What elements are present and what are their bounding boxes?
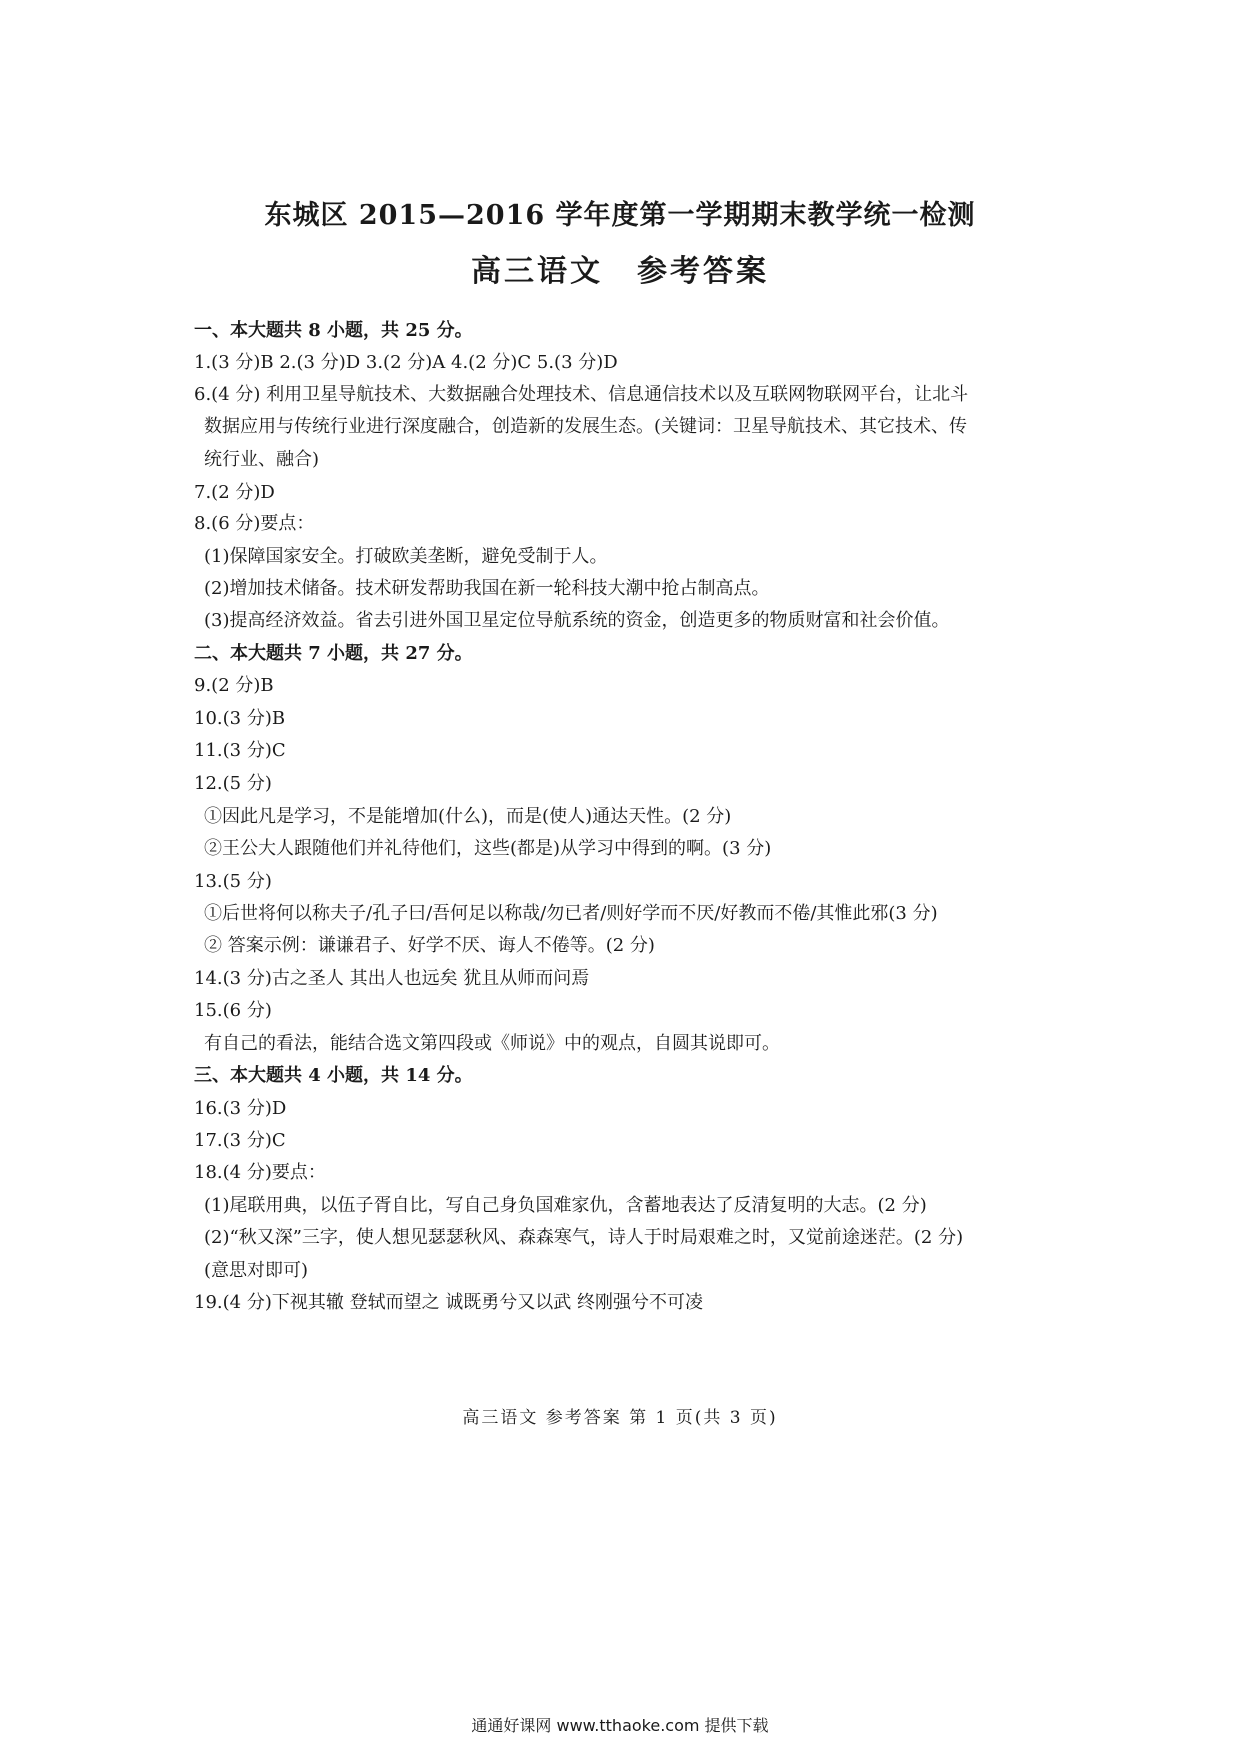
answer-line: (意思对即可): [204, 1260, 309, 1281]
answer-line: 15.(6 分): [194, 1000, 272, 1021]
answer-line: 17.(3 分)C: [194, 1130, 286, 1151]
answer-line: ② 答案示例：谦谦君子、好学不厌、诲人不倦等。(2 分): [204, 935, 655, 956]
answer-line: ②王公大人跟随他们并礼待他们，这些(都是)从学习中得到的啊。(3 分): [204, 838, 772, 859]
page-footer: 高三语文 参考答案 第 1 页(共 3 页): [462, 1408, 778, 1428]
page-title: 东城区 2015—2016 学年度第一学期期末教学统一检测: [264, 200, 976, 231]
answer-line: 统行业、融合): [204, 449, 320, 470]
source-watermark: 通通好课网 www.tthaoke.com 提供下载: [471, 1716, 769, 1735]
answer-line: 11.(3 分)C: [194, 740, 286, 761]
answer-line: 12.(5 分): [194, 773, 272, 794]
answer-line: 14.(3 分)古之圣人 其出人也远矣 犹且从师而问焉: [194, 968, 590, 989]
answer-line: (2)增加技术储备。技术研发帮助我国在新一轮科技大潮中抢占制高点。: [204, 578, 770, 599]
answer-line: 数据应用与传统行业进行深度融合，创造新的发展生态。(关键词：卫星导航技术、其它技术、传: [204, 416, 968, 437]
subtitle-subject: 高三语文: [471, 254, 603, 289]
section-heading: 二、本大题共 7 小题，共 27 分。: [194, 643, 473, 664]
answer-line: 有自己的看法，能结合选文第四段或《师说》中的观点，自圆其说即可。: [204, 1033, 780, 1054]
subtitle-label: 参考答案: [637, 254, 769, 289]
answer-line: (3)提高经济效益。省去引进外国卫星定位导航系统的资金，创造更多的物质财富和社会价值。: [204, 610, 950, 631]
answer-line: 18.(4 分)要点：: [194, 1162, 326, 1183]
answer-line: (1)保障国家安全。打破欧美垄断，避免受制于人。: [204, 546, 608, 567]
answer-line: 1.(3 分)B 2.(3 分)D 3.(2 分)A 4.(2 分)C 5.(3 分)D: [194, 352, 618, 373]
answer-line: ①后世将何以称夫子/孔子曰/吾何足以称哉/勿已者/则好学而不厌/好教而不倦/其惟此邪(3 分): [204, 903, 938, 924]
answer-line: (1)尾联用典，以伍子胥自比，写自己身负国难家仇，含蓄地表达了反清复明的大志。(2 分): [204, 1195, 927, 1216]
answer-line: 16.(3 分)D: [194, 1098, 287, 1119]
section-heading: 三、本大题共 4 小题，共 14 分。: [194, 1065, 473, 1086]
answer-line: 6.(4 分) 利用卫星导航技术、大数据融合处理技术、信息通信技术以及互联网物联网平台，让北斗: [194, 384, 969, 405]
answer-line: 8.(6 分)要点：: [194, 513, 315, 534]
page-subtitle: [0, 246, 1240, 290]
answer-line: 19.(4 分)下视其辙 登轼而望之 诚既勇兮又以武 终刚强兮不可凌: [194, 1292, 704, 1313]
answer-line: ①因此凡是学习，不是能增加(什么)，而是(使人)通达天性。(2 分): [204, 806, 732, 827]
answer-line: 10.(3 分)B: [194, 708, 286, 729]
answer-line: 9.(2 分)B: [194, 675, 274, 696]
answer-line: (2)“秋又深”三字，使人想见瑟瑟秋风、森森寒气，诗人于时局艰难之时，又觉前途迷茫。(2 分): [204, 1227, 964, 1248]
answer-line: 7.(2 分)D: [194, 482, 275, 503]
section-heading: 一、本大题共 8 小题，共 25 分。: [194, 320, 473, 341]
answer-line: 13.(5 分): [194, 871, 272, 892]
